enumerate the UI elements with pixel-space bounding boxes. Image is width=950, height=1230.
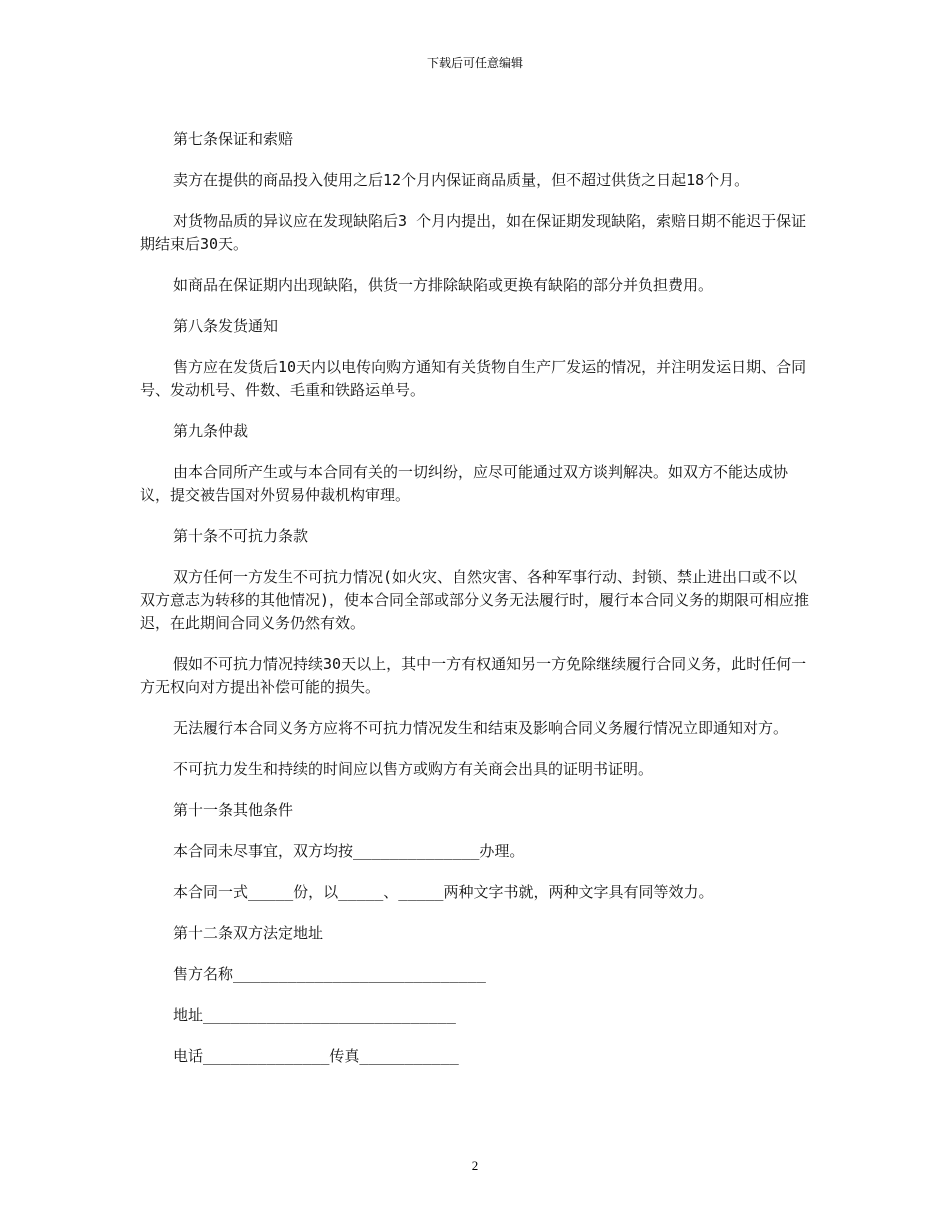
address-line: 地址____________________________	[173, 1006, 456, 1024]
clause-heading-11: 第十一条其他条件	[173, 801, 294, 819]
paragraph: 无法履行本合同义务方应将不可抗力情况发生和结束及影响合同义务履行情况立即通知对方。	[173, 719, 789, 737]
clause-heading-7: 第七条保证和索赔	[173, 130, 294, 148]
clause-heading-8: 第八条发货通知	[173, 317, 279, 335]
document-body	[140, 128, 810, 1086]
paragraph: 如商品在保证期内出现缺陷，供货一方排除缺陷或更换有缺陷的部分并负担费用。	[173, 276, 714, 294]
paragraph: 售方应在发货后10天内以电传向购方通知有关货物自生产厂发运的情况，并注明发运日期、合同号、发动机号、件数、毛重和铁路运单号。	[140, 358, 807, 399]
paragraph: 对货物品质的异议应在发现缺陷后3 个月内提出，如在保证期发现缺陷，索赔日期不能迟于保证期结束后30天。	[140, 212, 807, 253]
clause-heading-12: 第十二条双方法定地址	[173, 924, 324, 942]
paragraph: 本合同未尽事宜，双方均按______________办理。	[173, 842, 525, 860]
clause-heading-9: 第九条仲裁	[173, 422, 249, 440]
clause-heading-10: 第十条不可抗力条款	[173, 527, 309, 545]
paragraph: 假如不可抗力情况持续30天以上，其中一方有权通知另一方免除继续履行合同义务，此时任何一方无权向对方提出补偿可能的损失。	[140, 655, 807, 696]
seller-name-line: 售方名称____________________________	[173, 965, 486, 983]
phone-fax-line: 电话______________传真___________	[173, 1047, 459, 1065]
paragraph: 由本合同所产生或与本合同有关的一切纠纷，应尽可能通过双方谈判解决。如双方不能达成协议，提交被告国对外贸易仲裁机构审理。	[140, 463, 789, 504]
page-header: 下载后可任意编辑	[426, 56, 523, 70]
paragraph: 本合同一式_____份，以_____、_____两种文字书就，两种文字具有同等效力。	[173, 883, 714, 901]
page-number: 2	[471, 1158, 479, 1173]
paragraph: 不可抗力发生和持续的时间应以售方或购方有关商会出具的证明书证明。	[173, 760, 654, 778]
paragraph: 卖方在提供的商品投入使用之后12个月内保证商品质量，但不超过供货之日起18个月。	[173, 171, 750, 189]
paragraph: 双方任何一方发生不可抗力情况(如火灾、自然灾害、各种军事行动、封锁、禁止进出口或不以双方意志为转移的其他情况)，使本合同全部或部分义务无法履行时，履行本合同义务的期限可相应推迟，在此期间合同义务仍然有效。	[140, 568, 810, 632]
